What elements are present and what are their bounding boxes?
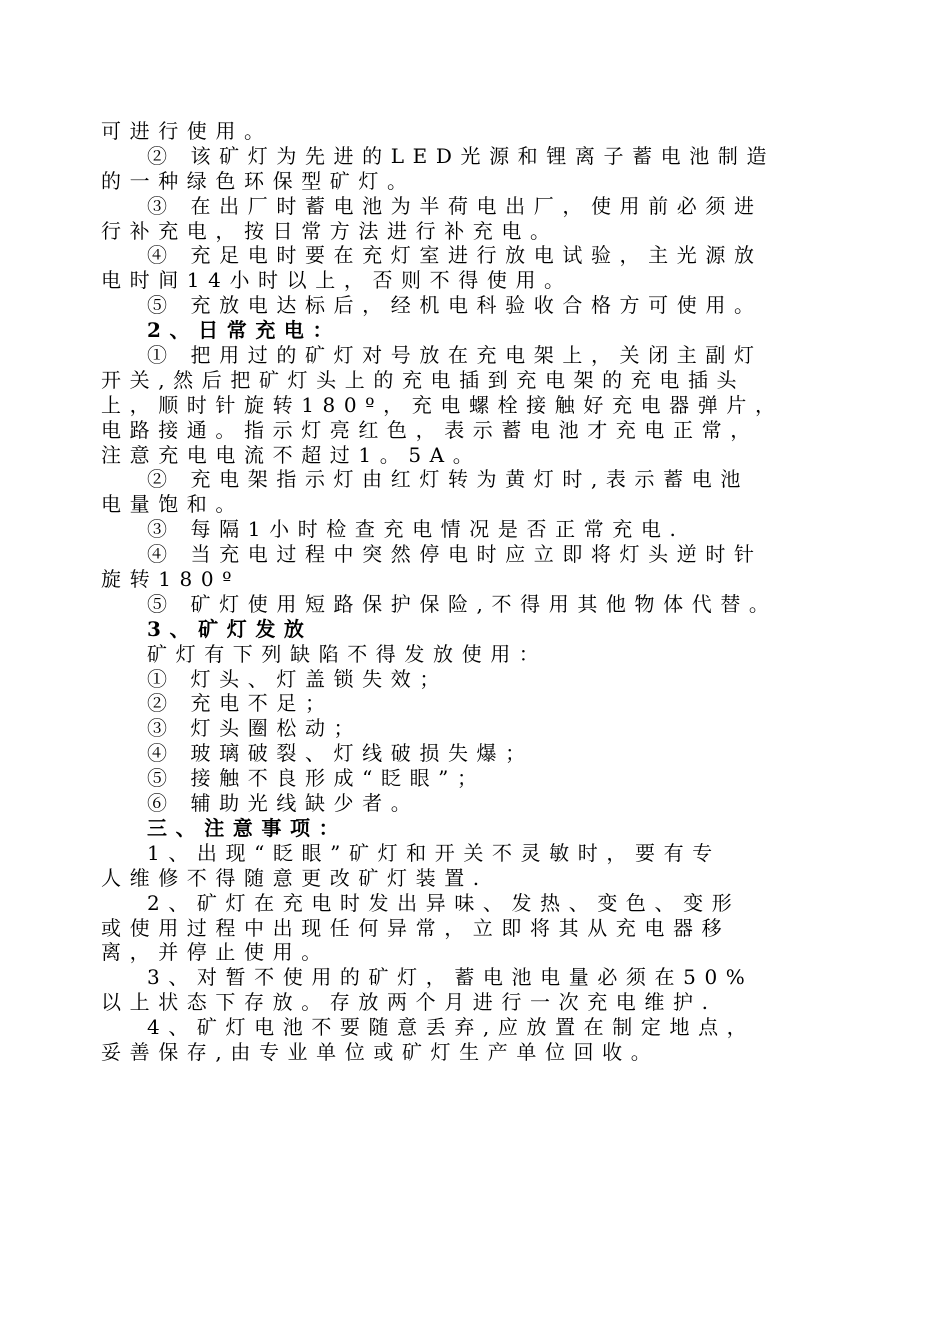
text-line: 注意充电电流不超过1。5A。	[101, 442, 482, 467]
text-line: 的一种绿色环保型矿灯。	[101, 168, 416, 193]
list-item: ② 该矿灯为先进的LED光源和锂离子蓄电池制造	[147, 143, 776, 168]
text-line: 人维修不得随意更改矿灯装置.	[101, 865, 488, 890]
list-item: 4、矿灯电池不要随意丢弃,应放置在制定地点，	[147, 1015, 756, 1040]
list-item: 2、矿灯在充电时发出异味、发热、变色、变形	[147, 890, 741, 915]
text-line: 电路接通。指示灯亮红色，表示蓄电池才充电正常，	[101, 417, 759, 442]
list-item: ② 充电架指示灯由红灯转为黄灯时,表示蓄电池	[147, 467, 749, 492]
list-item: ② 充电不足；	[147, 691, 334, 716]
text-line: 行补充电，按日常方法进行补充电。	[101, 218, 559, 243]
text-line: 以上状态下存放。存放两个月进行一次充电维护.	[101, 990, 717, 1015]
section-heading: 2、日常充电：	[147, 318, 342, 343]
text-line: 旋转180º	[101, 567, 241, 592]
list-item: ④ 当充电过程中突然停电时应立即将灯头逆时针	[147, 542, 763, 567]
list-item: ④ 充足电时要在充灯室进行放电试验，主光源放	[147, 243, 763, 268]
list-item: ① 灯头、灯盖锁失效；	[147, 666, 448, 691]
list-item: ④ 玻璃破裂、灯线破损失爆；	[147, 741, 534, 766]
list-item: ① 把用过的矿灯对号放在充电架上，关闭主副灯	[147, 343, 763, 368]
section-heading: 3、矿灯发放	[147, 616, 313, 641]
text-line: 电量饱和。	[101, 492, 244, 517]
list-item: ③ 在出厂时蓄电池为半荷电出厂，使用前必须进	[147, 193, 763, 218]
list-item: ③ 每隔1小时检查充电情况是否正常充电.	[147, 517, 685, 542]
list-item: ③ 灯头圈松动；	[147, 716, 363, 741]
text-line: 矿灯有下列缺陷不得发放使用：	[147, 641, 548, 666]
text-line: 上，顺时针旋转180º，充电螺栓接触好充电器弹片，	[101, 392, 784, 417]
list-item: ⑥ 辅助光线缺少者。	[147, 791, 420, 816]
text-line: 妥善保存,由专业单位或矿灯生产单位回收。	[101, 1039, 660, 1064]
text-line: 可进行使用。	[101, 119, 273, 143]
list-item: ⑤ 充放电达标后，经机电科验收合格方可使用。	[147, 293, 763, 318]
section-heading: 三、注意事项：	[147, 815, 348, 840]
text-line: 或使用过程中出现任何异常，立即将其从充电器移	[101, 915, 731, 940]
list-item: 3、对暂不使用的矿灯，蓄电池电量必须在50%	[147, 965, 754, 990]
text-line: 电时间14小时以上，否则不得使用。	[101, 268, 573, 293]
text-line: 离，并停止使用。	[101, 940, 330, 965]
list-item: ⑤ 矿灯使用短路保护保险,不得用其他物体代替。	[147, 591, 778, 616]
text-line: 开关,然后把矿灯头上的充电插到充电架的充电插头	[101, 367, 746, 392]
document-body	[101, 119, 847, 1065]
list-item: 1、出现“眨眼”矿灯和开关不灵敏时，要有专	[147, 840, 721, 865]
list-item: ⑤ 接触不良形成“眨眼”；	[147, 766, 486, 791]
